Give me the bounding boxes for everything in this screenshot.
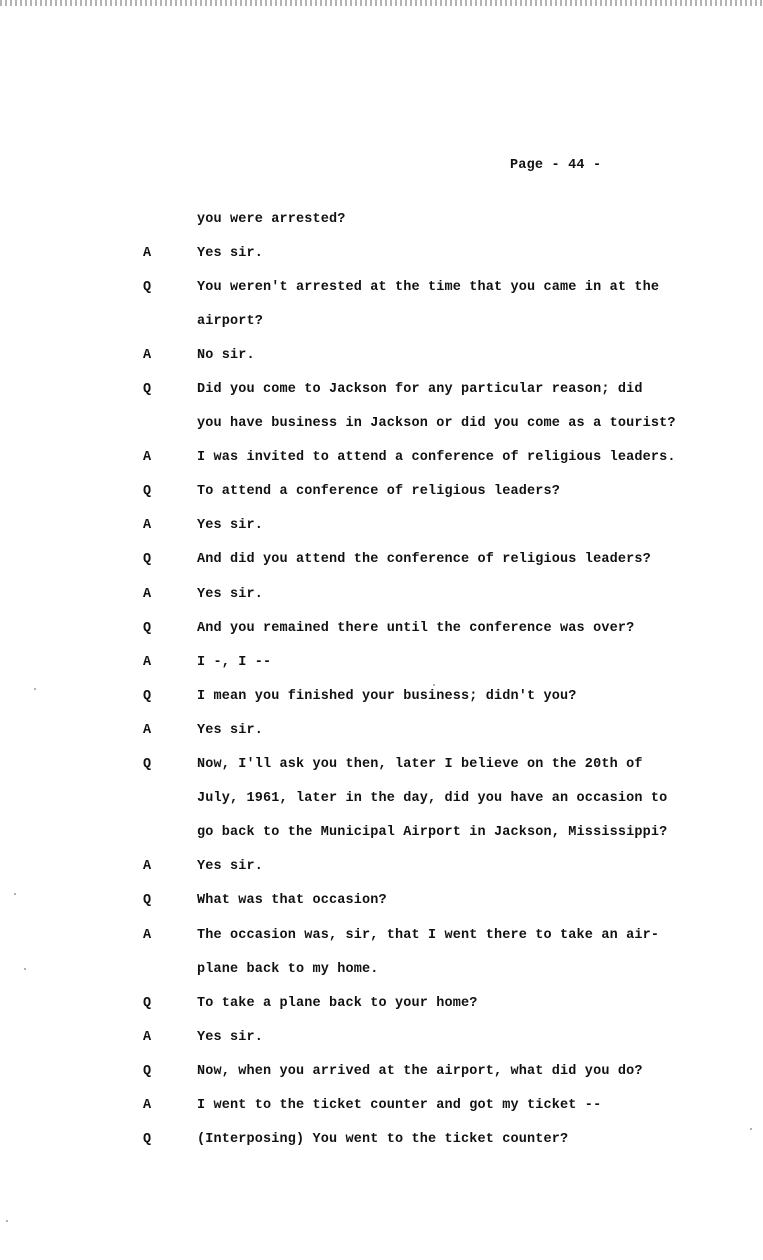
- line-text: July, 1961, later in the day, did you have an occasion to: [197, 791, 668, 806]
- line-text: I mean you finished your business; didn't you?: [197, 689, 577, 704]
- transcript-line: [0, 414, 763, 434]
- line-text: Yes sir.: [197, 518, 264, 533]
- transcript-line: [0, 994, 763, 1014]
- speaker-label: A: [143, 655, 152, 670]
- line-text: Yes sir.: [197, 246, 264, 261]
- transcript-line: [0, 550, 763, 570]
- transcript-line: [0, 653, 763, 673]
- transcript-line: [0, 926, 763, 946]
- line-text: I -, I --: [197, 655, 272, 670]
- speaker-label: Q: [143, 484, 152, 499]
- speaker-label: Q: [143, 621, 152, 636]
- line-text: No sir.: [197, 348, 255, 363]
- transcript-line: [0, 1028, 763, 1048]
- scan-speck: [24, 968, 26, 970]
- transcript-line: [0, 380, 763, 400]
- line-text: Yes sir.: [197, 587, 264, 602]
- transcript-line: [0, 585, 763, 605]
- line-text: What was that occasion?: [197, 893, 387, 908]
- speaker-label: A: [143, 928, 152, 943]
- speaker-label: Q: [143, 1132, 152, 1147]
- speaker-label: Q: [143, 382, 152, 397]
- page-number: Page - 44 -: [510, 158, 602, 173]
- transcript-line: [0, 755, 763, 775]
- line-text: I went to the ticket counter and got my ticket --: [197, 1098, 602, 1113]
- speaker-label: A: [143, 348, 152, 363]
- speaker-label: A: [143, 450, 152, 465]
- line-text: you have business in Jackson or did you come as a tourist?: [197, 416, 676, 431]
- transcript-line: [0, 516, 763, 536]
- line-text: Yes sir.: [197, 1030, 264, 1045]
- speaker-label: Q: [143, 552, 152, 567]
- transcript-line: [0, 244, 763, 264]
- speaker-label: A: [143, 518, 152, 533]
- speaker-label: A: [143, 1030, 152, 1045]
- transcript-line: [0, 448, 763, 468]
- line-text: Yes sir.: [197, 723, 264, 738]
- transcript-line: [0, 346, 763, 366]
- line-text: And you remained there until the conference was over?: [197, 621, 635, 636]
- line-text: go back to the Municipal Airport in Jackson, Mississippi?: [197, 825, 668, 840]
- speaker-label: A: [143, 859, 152, 874]
- scan-speck: [750, 1128, 752, 1130]
- line-text: And did you attend the conference of religious leaders?: [197, 552, 651, 567]
- speaker-label: Q: [143, 1064, 152, 1079]
- transcript-line: [0, 687, 763, 707]
- transcript-line: [0, 278, 763, 298]
- transcript-line: [0, 721, 763, 741]
- scan-speck: [6, 1220, 8, 1222]
- speaker-label: A: [143, 1098, 152, 1113]
- line-text: To attend a conference of religious leaders?: [197, 484, 561, 499]
- line-text: plane back to my home.: [197, 962, 379, 977]
- speaker-label: Q: [143, 280, 152, 295]
- scan-speck: [14, 893, 16, 895]
- transcript-line: [0, 960, 763, 980]
- transcript-line: [0, 1130, 763, 1150]
- transcript-line: [0, 857, 763, 877]
- line-text: (Interposing) You went to the ticket counter?: [197, 1132, 569, 1147]
- line-text: To take a plane back to your home?: [197, 996, 478, 1011]
- transcript-line: [0, 482, 763, 502]
- line-text: Did you come to Jackson for any particular reason; did: [197, 382, 643, 397]
- scan-speck: [34, 688, 36, 690]
- line-text: Yes sir.: [197, 859, 264, 874]
- line-text: The occasion was, sir, that I went there to take an air-: [197, 928, 660, 943]
- speaker-label: A: [143, 246, 152, 261]
- line-text: You weren't arrested at the time that you came in at the: [197, 280, 660, 295]
- speaker-label: A: [143, 723, 152, 738]
- transcript-line: [0, 789, 763, 809]
- transcript-line: [0, 823, 763, 843]
- line-text: I was invited to attend a conference of religious leaders.: [197, 450, 676, 465]
- line-text: Now, I'll ask you then, later I believe on the 20th of: [197, 757, 643, 772]
- line-text: you were arrested?: [197, 212, 346, 227]
- transcript-line: [0, 891, 763, 911]
- speaker-label: Q: [143, 893, 152, 908]
- line-text: Now, when you arrived at the airport, what did you do?: [197, 1064, 643, 1079]
- speaker-label: A: [143, 587, 152, 602]
- transcript-line: [0, 1096, 763, 1116]
- speaker-label: Q: [143, 689, 152, 704]
- transcript-line: [0, 210, 763, 230]
- transcript-line: [0, 619, 763, 639]
- speaker-label: Q: [143, 996, 152, 1011]
- transcript-line: [0, 1062, 763, 1082]
- line-text: airport?: [197, 314, 264, 329]
- transcript-line: [0, 312, 763, 332]
- scan-speck: [433, 684, 435, 686]
- speaker-label: Q: [143, 757, 152, 772]
